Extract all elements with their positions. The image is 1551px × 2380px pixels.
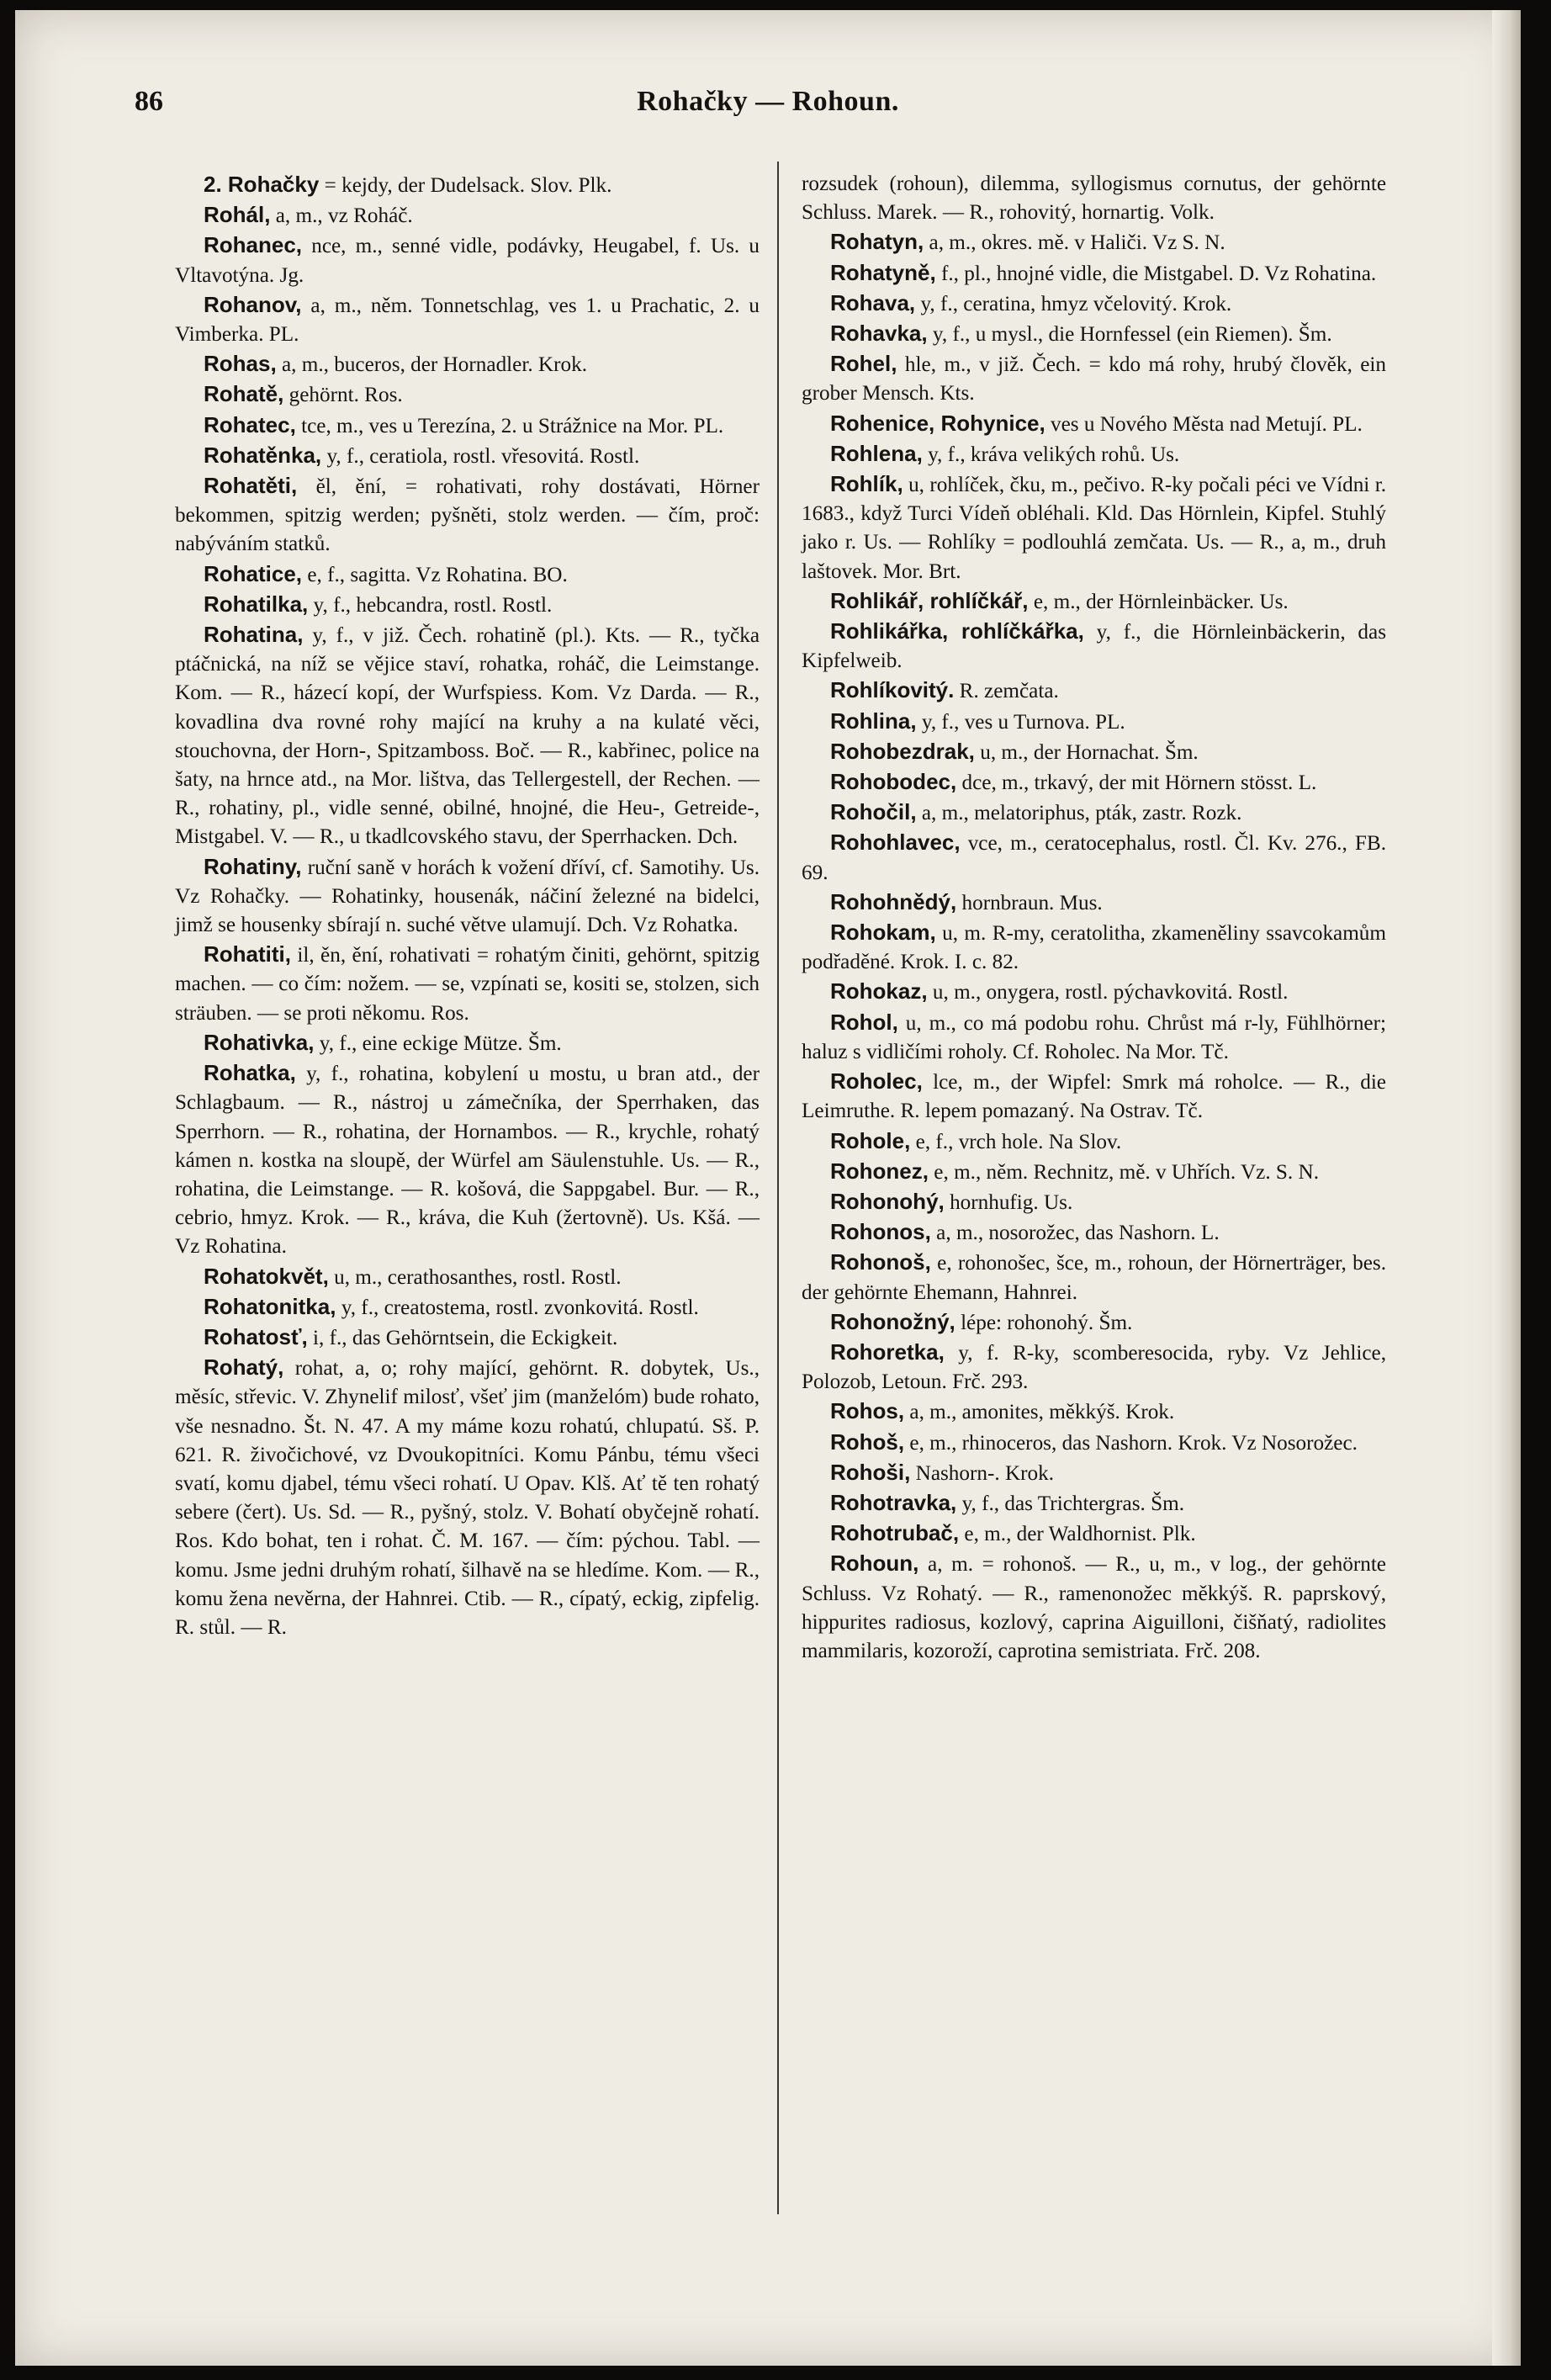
page-number: 86	[135, 86, 163, 117]
entry-definition: R. zemčata.	[954, 680, 1059, 703]
dictionary-entry	[802, 767, 1386, 798]
dictionary-entry	[175, 1292, 760, 1323]
entry-headword: Rohatyn,	[830, 229, 924, 255]
entry-definition: e, m., něm. Rechnitz, mě. v Uhřích. Vz. S. N.	[929, 1160, 1320, 1184]
entry-headword: Rohobezdrak,	[830, 738, 975, 764]
dictionary-entry	[175, 290, 760, 349]
entry-headword: Rohos,	[830, 1398, 905, 1424]
entry-headword: Rohatosť,	[204, 1323, 308, 1349]
dictionary-entry	[802, 828, 1386, 887]
dictionary-entry	[802, 469, 1386, 586]
entry-headword: Rohonez,	[830, 1158, 929, 1184]
entry-headword: Rohohlavec,	[830, 830, 961, 856]
entry-headword: Rohlina,	[830, 708, 917, 734]
entry-headword: Rohonožný,	[830, 1308, 955, 1334]
entry-headword: Rohatka,	[204, 1060, 296, 1086]
dictionary-entry	[175, 379, 760, 410]
dictionary-entry	[802, 439, 1386, 469]
entry-headword: Rohatec,	[204, 411, 296, 437]
entry-headword: Rohatokvět,	[204, 1263, 329, 1289]
dictionary-entry	[802, 676, 1386, 706]
entry-headword: Rohanec,	[204, 232, 303, 258]
dictionary-entry	[175, 590, 760, 620]
entry-definition: y, f., eine eckige Mütze. Šm.	[314, 1031, 562, 1055]
entry-definition: u, m., der Hornachat. Šm.	[974, 740, 1199, 764]
dictionary-entry	[802, 1458, 1386, 1488]
entry-definition: hle, m., v již. Čech. = kdo má rohy, hrubý člověk, ein grober Mensch. Kts.	[802, 353, 1386, 406]
dictionary-entry	[175, 231, 760, 289]
entry-definition: a, m., melatoriphus, pták, zastr. Rozk.	[916, 802, 1242, 825]
dictionary-entry	[802, 888, 1386, 918]
dictionary-entry	[802, 1157, 1386, 1187]
dictionary-entry	[802, 319, 1386, 349]
entry-headword: Rohatý,	[204, 1354, 284, 1381]
entry-headword: Rohoretka,	[830, 1338, 945, 1365]
dictionary-entry	[175, 852, 760, 941]
dictionary-entry	[175, 200, 760, 231]
dictionary-entry	[175, 559, 760, 590]
entry-headword: Rohole,	[830, 1127, 911, 1153]
entry-definition: u, m. R-my, ceratolitha, zkameněliny ssavcokamům podřaděné. Krok. I. c. 82.	[802, 922, 1386, 974]
entry-headword: Rohatiny,	[204, 853, 302, 879]
entry-headword: Rohatonitka,	[204, 1293, 336, 1319]
entry-definition: gehörnt. Ros.	[283, 384, 403, 407]
dictionary-entry	[802, 707, 1386, 737]
entry-headword: Rohel,	[830, 351, 897, 377]
entry-headword: Rohenice, Rohynice,	[830, 410, 1045, 436]
dictionary-entry	[175, 441, 760, 471]
entry-headword: Rohotrubač,	[830, 1520, 960, 1546]
entry-definition: dce, m., trkavý, der mit Hörnern stösst. L.	[956, 771, 1317, 795]
dictionary-entry	[802, 1217, 1386, 1248]
dictionary-entry	[802, 1338, 1386, 1397]
dictionary-entry	[802, 1428, 1386, 1458]
entry-headword: Rohonos,	[830, 1219, 931, 1245]
dictionary-entry	[802, 349, 1386, 408]
entry-definition: e, f., sagitta. Vz Rohatina. BO.	[302, 563, 568, 586]
entry-headword: Rohol,	[830, 1009, 898, 1035]
entry-definition: tce, m., ves u Terezína, 2. u Strážnice na Mor. PL.	[295, 414, 724, 437]
entry-definition: rozsudek (rohoun), dilemma, syllogismus cornutus, der gehörnte Schluss. Marek. — R., rohovitý, hornartig. Volk.	[802, 172, 1386, 225]
running-head: Rohačky — Rohoun.	[637, 86, 899, 117]
entry-definition: il, ěn, ění, rohativati = rohatým činiti, gehörnt, spitzig machen. — co čím: nožem. — se, vzpínati se, kositi se, stolzen, sich sträuben. — se proti někomu. Ros.	[175, 944, 760, 1025]
entry-headword: Rohobodec,	[830, 769, 957, 795]
dictionary-entry	[802, 1187, 1386, 1217]
entry-definition: e, m., rhinoceros, das Nashorn. Krok. Vz Nosorožec.	[904, 1431, 1358, 1455]
entry-definition: y, f., das Trichtergras. Šm.	[956, 1492, 1185, 1515]
dictionary-entry	[802, 977, 1386, 1007]
entry-headword: 2. Rohačky	[204, 172, 320, 197]
entry-headword: Roholec,	[830, 1068, 923, 1095]
entry-headword: Rohokam,	[830, 920, 936, 946]
entry-definition: = kejdy, der Dudelsack. Slov. Plk.	[319, 174, 612, 197]
entry-definition: y, f., ves u Turnova. PL.	[916, 710, 1125, 734]
entry-definition: u, m., co má podobu rohu. Chrůst má r-ly, Fühlhörner; haluz s vidličími roholy. Cf. Roholec. Na Mor. Tč.	[802, 1011, 1386, 1063]
entry-definition: ruční saně v horách k vožení dříví, cf. Samotihy. Us. Vz Rohačky. — Rohatinky, housenák, náčiní železné na bidelci, jimž se housenky sbírají n. suché větve ulamují. Dch. Vz Rohatka.	[175, 856, 760, 937]
entry-definition: e, m., der Waldhornist. Plk.	[959, 1523, 1196, 1546]
entry-headword: Rohatě,	[204, 381, 284, 407]
entry-definition: a, m., vz Roháč.	[270, 204, 413, 228]
dictionary-entry	[802, 1519, 1386, 1549]
entry-definition: y, f., kráva velikých rohů. Us.	[922, 443, 1180, 466]
dictionary-page	[15, 10, 1521, 2366]
entry-headword: Rohonohý,	[830, 1188, 945, 1214]
entry-headword: Rohatěnka,	[204, 442, 322, 468]
dictionary-entry	[175, 411, 760, 441]
page-edge-shadow	[1492, 10, 1521, 2366]
entry-definition: e, m., der Hörnleinbäcker. Us.	[1028, 590, 1289, 613]
entry-headword: Rohavka,	[830, 321, 928, 347]
dictionary-entry	[802, 258, 1386, 289]
dictionary-entry	[802, 798, 1386, 828]
entry-headword: Rohoši,	[830, 1459, 911, 1485]
dictionary-entry	[802, 586, 1386, 617]
entry-definition: Nashorn-. Krok.	[910, 1461, 1055, 1485]
dictionary-entry	[175, 1058, 760, 1261]
dictionary-entry	[802, 918, 1386, 977]
entry-headword: Rohlikář, rohlíčkář,	[830, 587, 1029, 613]
entry-definition: lce, m., der Wipfel: Smrk má roholce. — R., die Leimruthe. R. lepem pomazaný. Na Ostrav. Tč.	[802, 1071, 1386, 1123]
dictionary-entry	[802, 409, 1386, 439]
dictionary-entry	[175, 620, 760, 852]
entry-definition: y, f., u mysl., die Hornfessel (ein Riemen). Šm.	[927, 323, 1332, 347]
entry-definition: a, m., amonites, měkkýš. Krok.	[904, 1401, 1175, 1424]
entry-definition: a, m., buceros, der Hornadler. Krok.	[276, 353, 587, 377]
entry-definition: e, f., vrch hole. Na Slov.	[910, 1130, 1122, 1153]
column-divider	[777, 162, 779, 2214]
dictionary-entry	[175, 170, 760, 200]
entry-headword: Rohatiti,	[204, 941, 291, 967]
dictionary-entry	[175, 1028, 760, 1058]
page-header	[15, 86, 1521, 128]
entry-definition: a, m., okres. mě. v Haliči. Vz S. N.	[924, 231, 1225, 255]
dictionary-entry	[802, 170, 1386, 227]
entry-headword: Rohativka,	[204, 1029, 315, 1055]
entry-definition: lépe: rohonohý. Šm.	[955, 1311, 1133, 1334]
left-column	[175, 170, 760, 1642]
dictionary-entry	[802, 737, 1386, 767]
dictionary-entry	[175, 1262, 760, 1292]
entry-headword: Rohatyně,	[830, 259, 936, 285]
entry-definition: y, f., creatostema, rostl. zvonkovitá. Rostl.	[336, 1296, 699, 1319]
entry-definition: y, f., hebcandra, rostl. Rostl.	[308, 593, 553, 617]
entry-headword: Rohlíkovitý.	[830, 677, 955, 703]
entry-definition: y, f., rohatina, kobylení u mostu, u bran atd., der Schlagbaum. — R., nástroj u zámečníka, der Sperrhaken, das Sperrhorn. — R., rohatina, der Hornambos. — R., krychle, rohatý kámen n. kostka na sloupě, der Würfel am Säulenstuhle. Us. — R., rohatina, die Leimstange. — R. košová, die Sappgabel. Bur. — R., cebrio, hmyz. Krok. — R., kráva, die Kuh (žertovně). Us. Kšá. — Vz Rohatina.	[175, 1063, 760, 1259]
entry-headword: Rohatilka,	[204, 591, 309, 617]
dictionary-entry	[802, 1008, 1386, 1067]
right-column	[802, 170, 1386, 1666]
dictionary-entry	[802, 1307, 1386, 1338]
entry-definition: y, f., die Hörnleinbäckerin, das Kipfelweib.	[802, 621, 1386, 673]
dictionary-entry	[175, 349, 760, 379]
dictionary-entry	[802, 1067, 1386, 1126]
entry-definition: e, rohonošec, šce, m., rohoun, der Hörnerträger, bes. der gehörnte Ehemann, Hahnrei.	[802, 1252, 1386, 1304]
dictionary-entry	[802, 617, 1386, 676]
entry-definition: u, m., cerathosanthes, rostl. Rostl.	[328, 1265, 622, 1289]
entry-headword: Rohonoš,	[830, 1249, 931, 1275]
entry-definition: a, m., něm. Tonnetschlag, ves 1. u Prachatic, 2. u Vimberka. PL.	[175, 294, 760, 347]
entry-definition: a, m. = rohonoš. — R., u, m., v log., der gehörnte Schluss. Vz Rohatý. — R., ramenonožec měkkýš. R. paprskový, hippurites radiosus, kozlový, caprina Aiguilloni, čišňatý, radiolites mammilaris, kozoroží, caprotina semistriata. Frč. 208.	[802, 1553, 1386, 1662]
entry-definition: hornhufig. Us.	[944, 1190, 1073, 1214]
entry-headword: Rohotravka,	[830, 1489, 957, 1515]
entry-definition: ves u Nového Města nad Metují. PL.	[1045, 412, 1363, 436]
dictionary-entry	[802, 1248, 1386, 1307]
dictionary-entry	[802, 289, 1386, 319]
entry-definition: rohat, a, o; rohy mající, gehörnt. R. dobytek, Us., měsíc, střevic. V. Zhynelif milosť, všeť jim (manželóm) bude rohato, vše nesnadno. Št. N. 47. A my máme kozu rohatú, chlupatú. Sš. P. 621. R. živočichové, vz Dvoukopitníci. Komu Pánbu, tému všeci svatí, komu djabel, tému všeci rohatí. U Opav. Klš. Ať tě ten rohatý sebere (čert). Us. Sd. — R., pyšný, stolz. V. Bohatí obyčejně rohatí. Ros. Kdo bohat, ten i rohat. Č. M. 167. — čím: pýchou. Tabl. — komu. Jsme jedni druhým rohatí, šilhavě na se hledíme. Kom. — R., komu žena nevěrna, der Hahnrei. Ctib. — R., cípatý, eckig, zipfelig. R. stůl. — R.	[175, 1357, 760, 1639]
entry-headword: Rohoun,	[830, 1550, 919, 1577]
entry-headword: Rohál,	[204, 202, 271, 228]
entry-headword: Rohlikářka, rohlíčkářka,	[830, 618, 1084, 644]
entry-definition: y, f., ceratina, hmyz včelovitý. Krok.	[915, 292, 1232, 315]
entry-definition: i, f., das Gehörntsein, die Eckigkeit.	[307, 1326, 618, 1349]
entry-definition: y, f., ceratiola, rostl. vřesovitá. Rostl.	[321, 444, 640, 468]
entry-headword: Rohlena,	[830, 440, 923, 466]
entry-definition: vce, m., ceratocephalus, rostl. Čl. Kv. 276., FB. 69.	[802, 832, 1386, 884]
entry-headword: Rohoš,	[830, 1429, 905, 1455]
entry-definition: hornbraun. Mus.	[956, 891, 1103, 914]
dictionary-entry	[802, 227, 1386, 257]
entry-definition: a, m., nosorožec, das Nashorn. L.	[930, 1222, 1220, 1245]
entry-headword: Rohatice,	[204, 560, 303, 586]
entry-headword: Rohas,	[204, 351, 277, 377]
dictionary-entry	[802, 1397, 1386, 1427]
dictionary-entry	[802, 1549, 1386, 1666]
dictionary-entry	[175, 940, 760, 1028]
entry-headword: Rohava,	[830, 289, 916, 315]
dictionary-entry	[175, 1353, 760, 1642]
entry-definition: y, f., v již. Čech. rohatině (pl.). Kts. — R., tyčka ptáčnická, na níž se vějice staví, rohatka, roháč, die Leimstange. Kom. — R., házecí kopí, der Wurfspiess. Kom. Vz Darda. — R., kovadlina dva rovné rohy mající na kruhy a na kulaté věci, stouchovna, der Horn-, Spitzamboss. Boč. — R., kabřinec, police na šaty, na hrnce atd., na Mor. lištva, das Tellergestell, der Rechen. — R., rohatiny, pl., vidle senné, obilné, hnojné, die Heu-, Getreide-, Mistgabel. V. — R., u tkadlcovského stavu, der Sperrhacken. Dch.	[175, 624, 760, 849]
entry-definition: f., pl., hnojné vidle, die Mistgabel. D. Vz Rohatina.	[935, 262, 1377, 285]
entry-headword: Rohohnědý,	[830, 888, 957, 914]
entry-definition: nce, m., senné vidle, podávky, Heugabel, f. Us. u Vltavotýna. Jg.	[175, 235, 760, 287]
entry-definition: u, m., onygera, rostl. pýchavkovitá. Rostl.	[927, 981, 1289, 1004]
entry-definition: ěl, ění, = rohativati, rohy dostávati, Hörner bekommen, spitzig werden; pyšněti, stolz werden. — čím, proč: nabýváním statků.	[175, 475, 760, 556]
entry-headword: Rohatina,	[204, 622, 304, 648]
entry-headword: Rohokaz,	[830, 978, 928, 1004]
dictionary-entry	[175, 1323, 760, 1353]
entry-definition: u, rohlíček, čku, m., pečivo. R-ky počali péci ve Vídni r. 1683., když Turci Vídeň obléhali. Kld. Das Hörnlein, Kipfel. Stuhlý jako r. Us. — Rohlíky = podlouhlá zemčata. Us. — R., a, m., druh laštovek. Mor. Brt.	[802, 474, 1386, 583]
entry-definition: y, f. R-ky, scomberesocida, ryby. Vz Jehlice, Polozob, Letoun. Frč. 293.	[802, 1341, 1386, 1394]
entry-headword: Rohatěti,	[204, 473, 298, 499]
entry-headword: Rohlík,	[830, 471, 903, 497]
entry-headword: Rohanov,	[204, 291, 302, 317]
entry-headword: Rohočil,	[830, 799, 917, 825]
dictionary-entry	[175, 471, 760, 559]
dictionary-entry	[802, 1126, 1386, 1157]
dictionary-entry	[802, 1488, 1386, 1519]
